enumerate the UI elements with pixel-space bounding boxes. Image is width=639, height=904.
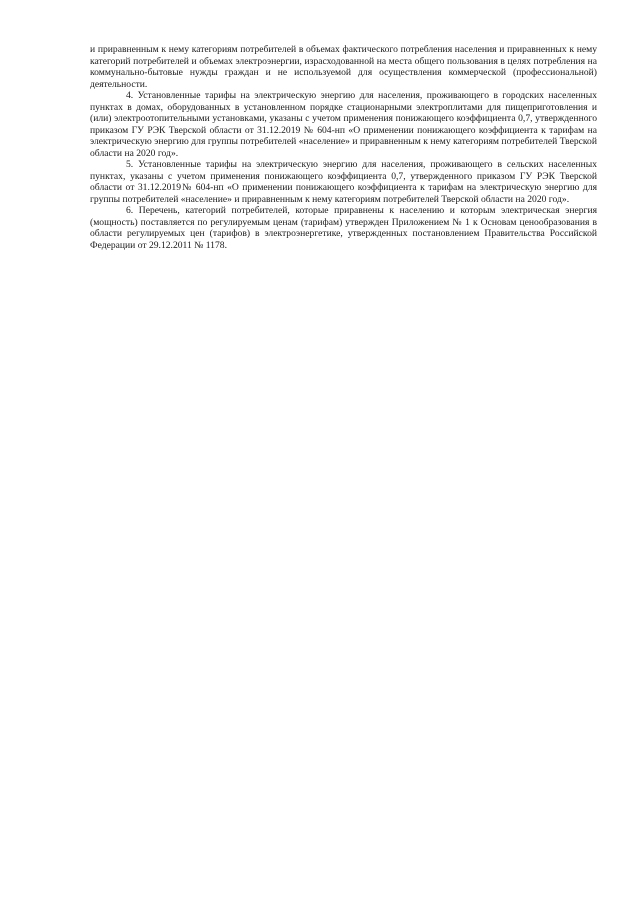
paragraph-continuation: и приравненным к нему категориям потребителей в объемах фактического потребления населения и приравненных к нему категорий потребителей и объемах электроэнергии, израсходованной на места общего пользования в целях потребления на коммунально-бытовые нужды граждан и не используемой для осуществления коммерческой (профессиональной) деятельности.: [90, 44, 597, 90]
document-body: [90, 44, 597, 251]
paragraph-item-6: 6. Перечень, категорий потребителей, которые приравнены к населению и которым электрическая энергия (мощность) поставляется по регулируемым ценам (тарифам) утвержден Приложением № 1 к Основам ценообразования в области регулируемых цен (тарифов) в электроэнергетике, утвержденных постановлением Правительства Российской Федерации от 29.12.2011 № 1178.: [90, 205, 597, 251]
paragraph-item-4: 4. Установленные тарифы на электрическую энергию для населения, проживающего в городских населенных пунктах в домах, оборудованных в установленном порядке стационарными электроплитами для пищеприготовления и (или) электроотопительными установками, указаны с учетом применения понижающего коэффициента 0,7, утвержденного приказом ГУ РЭК Тверской области от 31.12.2019 № 604-нп «О применении понижающего коэффициента к тарифам на электрическую энергию для группы потребителей «население» и приравненным к нему категориям потребителей Тверской области на 2020 год».: [90, 90, 597, 159]
paragraph-item-5: 5. Установленные тарифы на электрическую энергию для населения, проживающего в сельских населенных пунктах, указаны с учетом применения понижающего коэффициента 0,7, утвержденного приказом ГУ РЭК Тверской области от 31.12.2019№ 604-нп «О применении понижающего коэффициента к тарифам на электрическую энергию для группы потребителей «население» и приравненным к нему категориям потребителей Тверской области на 2020 год».: [90, 159, 597, 205]
